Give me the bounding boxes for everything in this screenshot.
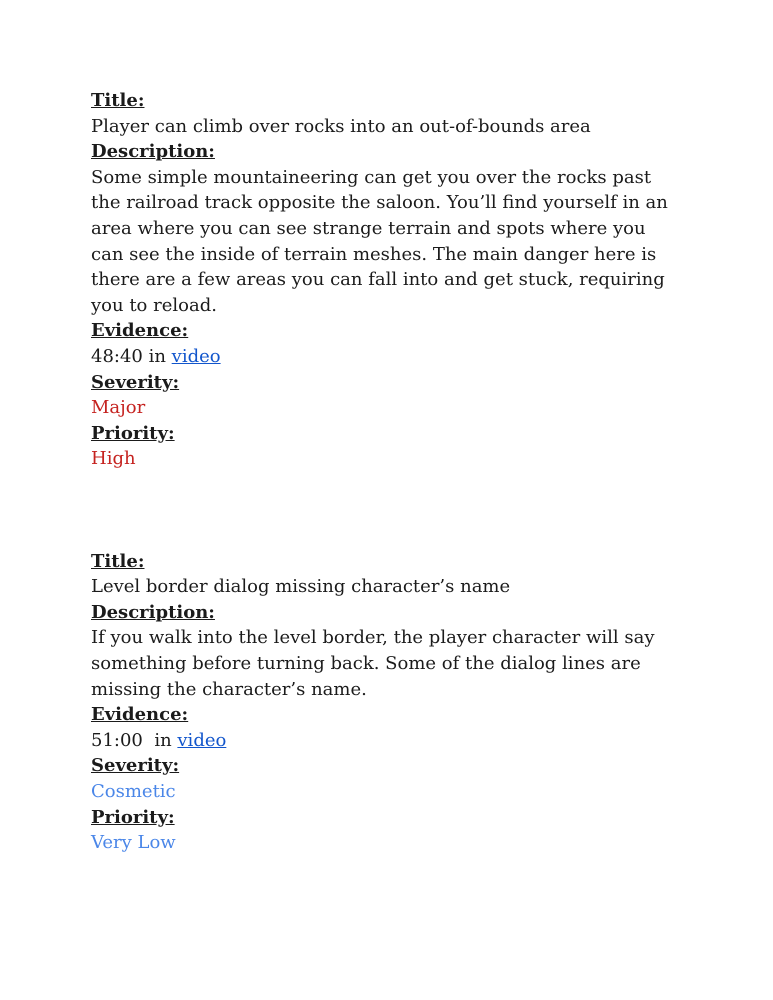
bug-description: Some simple mountaineering can get you over the rocks past the railroad track opposite the saloon. You’ll find yourself in an area where you can see strange terrain and spots where you can see the inside of terrain meshes. The main danger here is there are a few areas you can fall into and get stuck, requiring you to reload.: [91, 166, 674, 316]
evidence-label: Evidence:: [91, 320, 189, 342]
title-label: Title:: [91, 550, 145, 572]
video-link[interactable]: video: [171, 345, 221, 367]
priority-value: High: [91, 448, 136, 470]
priority-label: Priority:: [91, 806, 175, 828]
bug-entry-2: [91, 549, 683, 856]
bug-title: Player can climb over rocks into an out-of-bounds area: [91, 115, 591, 137]
bug-entry-1: [91, 88, 683, 472]
severity-value: Major: [91, 397, 146, 419]
evidence-label: Evidence:: [91, 704, 189, 726]
priority-label: Priority:: [91, 422, 175, 444]
severity-value: Cosmetic: [91, 781, 176, 803]
title-label: Title:: [91, 90, 145, 111]
bug-title: Level border dialog missing character’s name: [91, 576, 511, 598]
evidence-timestamp: 51:00 in: [91, 729, 178, 751]
evidence-timestamp: 48:40 in: [91, 345, 172, 367]
severity-label: Severity:: [91, 755, 180, 777]
bug-description: If you walk into the level border, the player character will say something before turning back. Some of the dialog lines are missing the character’s name.: [91, 627, 661, 700]
bug-evidence: [91, 344, 683, 370]
severity-label: Severity:: [91, 371, 180, 393]
bug-evidence: [91, 728, 683, 754]
document-content: [91, 88, 683, 856]
description-label: Description:: [91, 141, 215, 163]
video-link[interactable]: video: [177, 729, 227, 751]
description-label: Description:: [91, 601, 215, 623]
entry-spacer: [91, 472, 683, 549]
priority-value: Very Low: [91, 832, 176, 854]
